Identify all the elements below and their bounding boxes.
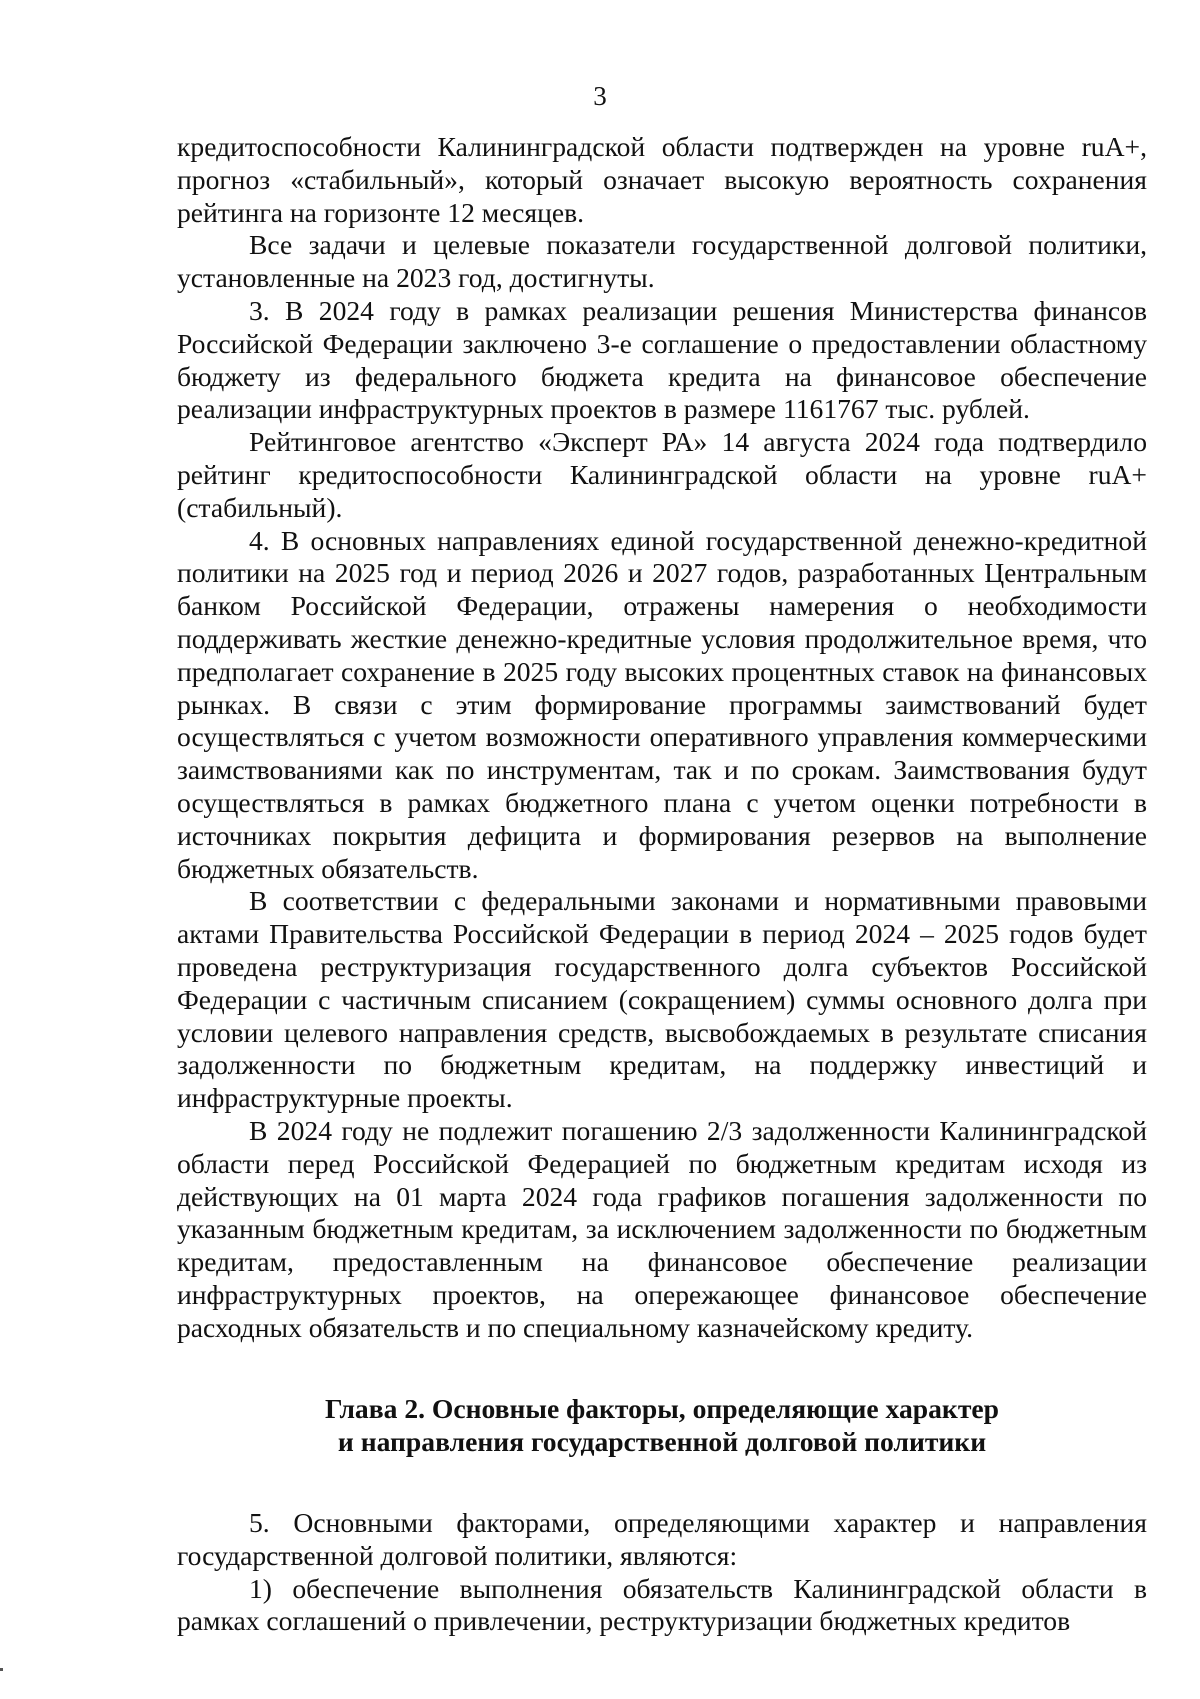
scan-edge-mark xyxy=(0,1668,3,1671)
paragraph-item-4: 4. В основных направлениях единой государственной денежно-кредитной политики на 2025 год и период 2026 и 2027 годов, разработанных Центральным банком Российской Федерации, отражены намерения о необходимости поддерживать жесткие денежно-кредитные условия продолжительное время, что предполагает сохранение в 2025 году высоких процентных ставок на финансовых рынках. В связи с этим формирование программы заимствований будет осуществляться с учетом возможности оперативного управления коммерческими заимствованиями как по инструментам, так и по срокам. Заимствования будут осуществляться в рамках бюджетного плана с учетом оценки потребности в источниках покрытия дефицита и формирования резервов на выполнение бюджетных обязательств. xyxy=(177,524,1147,884)
chapter-heading xyxy=(177,1393,1147,1459)
paragraph-targets-achieved: Все задачи и целевые показатели государственной долговой политики, установленные на 2023 год, достигнуты. xyxy=(177,229,1147,294)
document-body xyxy=(177,131,1147,1638)
paragraph-restructuring: В соответствии с федеральными законами и нормативными правовыми актами Правительства Российской Федерации в период 2024 – 2025 годов будет проведена реструктуризация государственного долга субъектов Российской Федерации с частичным списанием (сокращением) суммы основного долга при условии целевого направления средств, высвобождаемых в результате списания задолженности по бюджетным кредитам, на поддержку инвестиций и инфраструктурные проекты. xyxy=(177,885,1147,1114)
page-number: 3 xyxy=(593,81,607,111)
paragraph-item-5: 5. Основными факторами, определяющими характер и направления государственной долговой политики, являются: xyxy=(177,1507,1147,1571)
chapter-heading-line-1: Глава 2. Основные факторы, определяющие характер xyxy=(325,1393,999,1425)
paragraph-debt-2024: В 2024 году не подлежит погашению 2/3 задолженности Калининградской области перед Российской Федерацией по бюджетным кредитам исходя из действующих на 01 марта 2024 года графиков погашения задолженности по указанным бюджетным кредитам, за исключением задолженности по бюджетным кредитам, предоставленным на финансовое обеспечение реализации инфраструктурных проектов, на опережающее финансовое обеспечение расходных обязательств и по специальному казначейскому кредиту. xyxy=(177,1114,1147,1343)
paragraph-subitem-1: 1) обеспечение выполнения обязательств Калининградской области в рамках соглашений о привлечении, реструктуризации бюджетных кредитов xyxy=(177,1572,1147,1637)
paragraph-item-3: 3. В 2024 году в рамках реализации решения Министерства финансов Российской Федерации заключено 3-е соглашение о предоставлении областному бюджету из федерального бюджета кредита на финансовое обеспечение реализации инфраструктурных проектов в размере 1161767 тыс. рублей. xyxy=(177,294,1147,425)
paragraph-rating-continuation: кредитоспособности Калининградской области подтвержден на уровне ruA+, прогноз «стабильный», который означает высокую вероятность сохранения рейтинга на горизонте 12 месяцев. xyxy=(177,131,1147,228)
chapter-heading-line-2: и направления государственной долговой политики xyxy=(337,1426,987,1458)
paragraph-rating-agency: Рейтинговое агентство «Эксперт РА» 14 августа 2024 года подтвердило рейтинг кредитоспособности Калининградской области на уровне ruA+ (стабильный). xyxy=(177,426,1147,523)
